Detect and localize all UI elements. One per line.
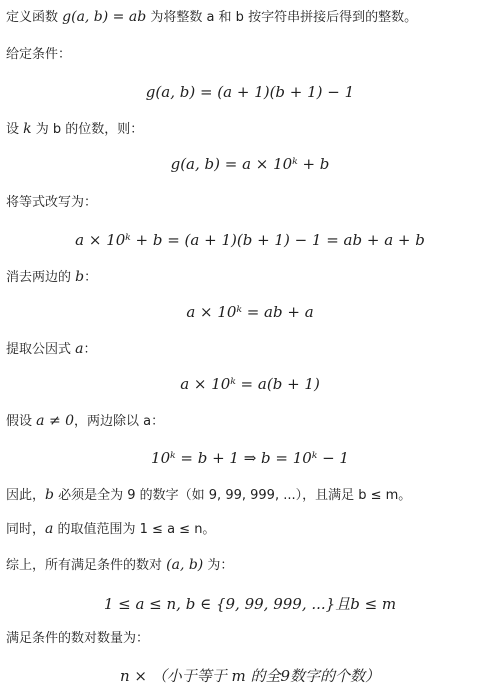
- math-inline: a: [45, 521, 54, 537]
- text-fragment: 为 b 的位数，则：: [31, 122, 144, 137]
- assume-line: [6, 412, 164, 431]
- text-fragment: 必须是全为 9 的数字（如 9, 99, 999, ...），且满足 b ≤ m。: [53, 488, 412, 503]
- conclusion-b-line: [6, 486, 411, 505]
- equation-rewrite: a × 10ᵏ + b = (a + 1)(b + 1) − 1 = ab + a + b: [75, 231, 425, 249]
- text-fragment: 提取公因式: [6, 342, 76, 357]
- definition-line: [6, 8, 417, 27]
- text-fragment: ：: [84, 270, 98, 285]
- text-fragment: 定义函数: [6, 10, 63, 25]
- cancel-line: [6, 268, 97, 287]
- equation-count: n × （小于等于 m 的全9数字的个数）: [119, 667, 381, 685]
- text-fragment: 因此，: [6, 488, 46, 503]
- text-fragment: 同时，: [6, 522, 46, 537]
- digit-count-line: [6, 120, 143, 139]
- factor-line: [6, 340, 97, 359]
- given-conditions-label: 给定条件：: [6, 47, 72, 62]
- text-fragment: 消去两边的: [6, 270, 76, 285]
- equation-factored: a × 10ᵏ = a(b + 1): [180, 375, 320, 393]
- math-inline: g(a, b) = ab: [62, 9, 147, 25]
- rewrite-label: 将等式改写为：: [6, 195, 98, 210]
- math-inline: a: [75, 341, 84, 357]
- range-a-line: [6, 520, 215, 539]
- equation-concat: g(a, b) = a × 10ᵏ + b: [170, 155, 330, 173]
- text-fragment: 设: [6, 122, 24, 137]
- text-fragment: 为将整数 a 和 b 按字符串拼接后得到的整数。: [146, 10, 418, 25]
- equation-pairs: 1 ≤ a ≤ n, b ∈ {9, 99, 999, ...}且b ≤ m: [103, 595, 397, 613]
- math-inline: k: [23, 121, 32, 137]
- equation-cancelled: a × 10ᵏ = ab + a: [186, 303, 314, 321]
- math-inline: b: [75, 269, 85, 285]
- text-fragment: ，两边除以 a：: [74, 414, 165, 429]
- text-fragment: 的取值范围为 1 ≤ a ≤ n。: [53, 522, 216, 537]
- text-fragment: 假设: [6, 414, 37, 429]
- math-inline: a ≠ 0: [36, 413, 75, 429]
- equation-solve-b: 10ᵏ = b + 1 ⇒ b = 10ᵏ − 1: [151, 449, 349, 467]
- text-fragment: 为：: [203, 558, 234, 573]
- math-inline: (a, b): [166, 557, 204, 573]
- text-fragment: ：: [83, 342, 97, 357]
- equation-given: g(a, b) = (a + 1)(b + 1) − 1: [145, 83, 355, 101]
- count-label: 满足条件的数对数量为：: [6, 631, 150, 646]
- text-fragment: 综上，所有满足条件的数对: [6, 558, 167, 573]
- math-inline: b: [45, 487, 54, 503]
- summary-line: [6, 556, 233, 575]
